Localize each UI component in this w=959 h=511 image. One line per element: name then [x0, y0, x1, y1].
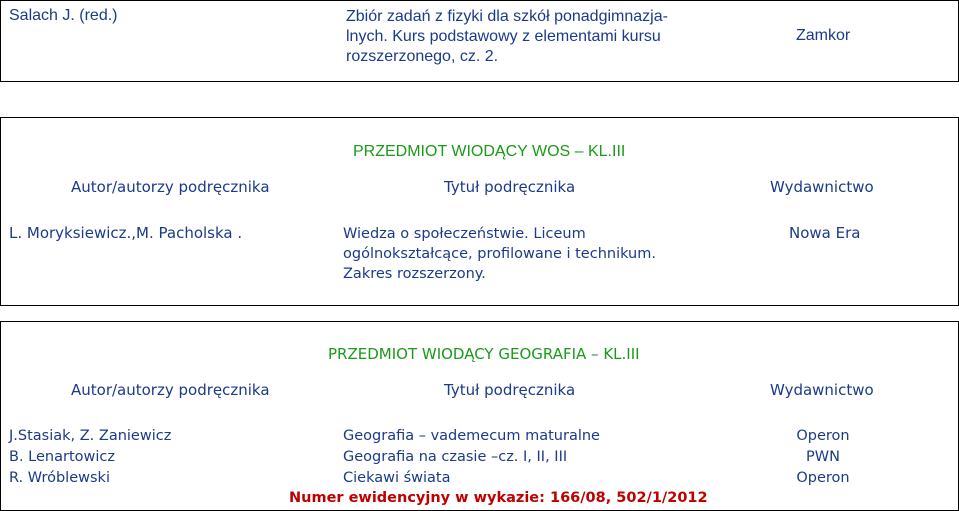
geo-publisher: Operon — [796, 428, 850, 444]
geo-col-title: Tytuł podręcznika — [444, 381, 576, 399]
wos-publisher: Nowa Era — [789, 224, 861, 242]
table-geography — [0, 321, 959, 511]
wos-col-title: Tytuł podręcznika — [444, 178, 576, 196]
geo-title: Ciekawi świata — [343, 470, 451, 486]
physics-publisher: Zamkor — [796, 27, 851, 44]
geo-titles — [343, 426, 600, 489]
wos-heading: PRZEDMIOT WIODĄCY WOS – KL.III — [353, 143, 626, 160]
physics-author: Salach J. (red.) — [9, 7, 118, 24]
physics-title-line: rozszerzonego, cz. 2. — [346, 48, 499, 65]
geo-author: J.Stasiak, Z. Zaniewicz — [9, 428, 172, 444]
wos-title-line: Wiedza o społeczeństwie. Liceum — [343, 226, 586, 242]
wos-col-author: Autor/autorzy podręcznika — [71, 178, 270, 196]
wos-title-line: Zakres rozszerzony. — [343, 266, 486, 282]
physics-title-line: lnych. Kurs podstawowy z elementami kursu — [346, 28, 661, 45]
geo-publishers — [791, 426, 855, 489]
geo-title: Geografia na czasie –cz. I, II, III — [343, 449, 568, 465]
geo-heading: PRZEDMIOT WIODĄCY GEOGRAFIA – KL.III — [328, 345, 640, 363]
geo-author: R. Wróblewski — [9, 470, 110, 486]
geo-registry-number: Numer ewidencyjny w wykazie: 166/08, 502/1/2012 — [289, 490, 708, 506]
physics-title — [346, 7, 668, 67]
geo-title: Geografia – vademecum maturalne — [343, 428, 600, 444]
wos-title-line: ogólnokształcące, profilowane i technikum. — [343, 246, 656, 262]
wos-title — [343, 224, 656, 284]
geo-publisher: PWN — [806, 449, 840, 465]
physics-title-line: Zbiór zadań z fizyki dla szkół ponadgimnazja- — [346, 8, 668, 25]
geo-col-publisher: Wydawnictwo — [770, 381, 874, 399]
table-wos — [0, 117, 959, 306]
geo-authors — [9, 426, 171, 489]
geo-col-author: Autor/autorzy podręcznika — [71, 381, 270, 399]
geo-author: B. Lenartowicz — [9, 449, 115, 465]
wos-col-publisher: Wydawnictwo — [770, 178, 874, 196]
wos-author: L. Moryksiewicz.,M. Pacholska . — [9, 224, 243, 242]
table-physics — [0, 0, 959, 82]
geo-publisher: Operon — [796, 470, 850, 486]
